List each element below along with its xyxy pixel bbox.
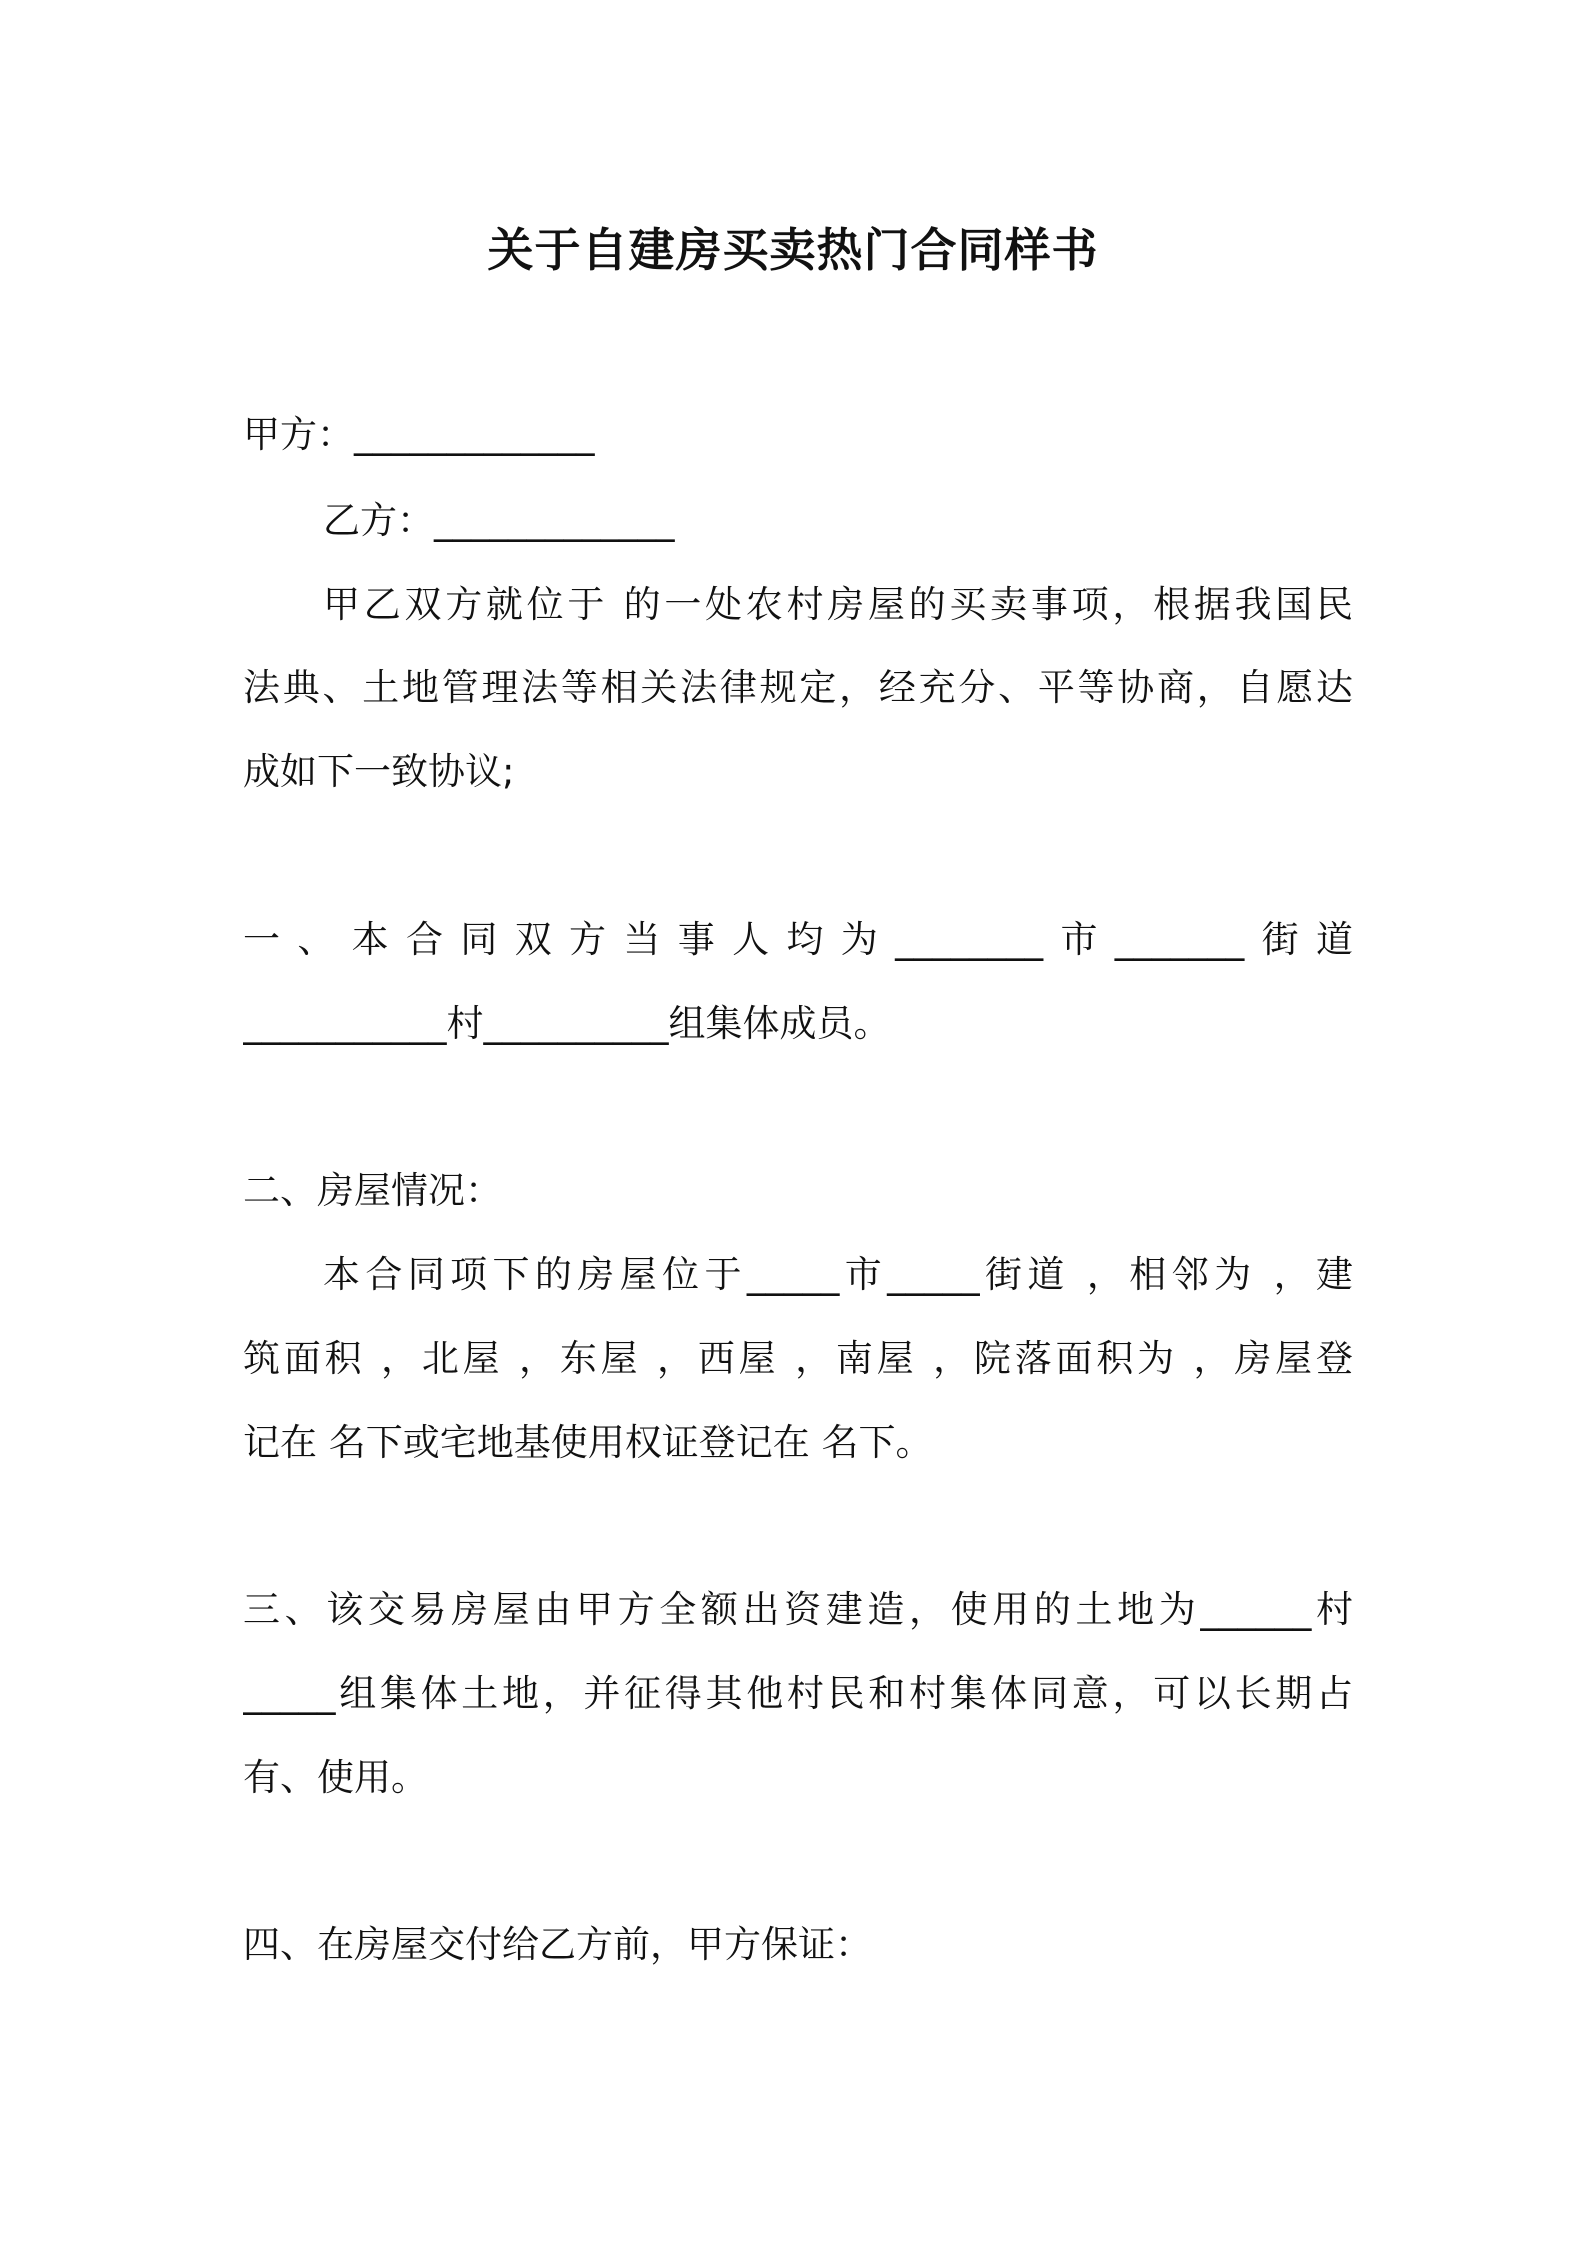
clause2-line-3: 记在 名下或宅地基使用权证登记在 名下。 — [243, 1421, 933, 1464]
intro-line-2: 法典、土地管理法等相关法律规定，经充分、平等协商，自愿达 — [243, 666, 1353, 709]
clause2-line-2: 筑面积 ，北屋 ，东屋 ，西屋 ，南屋 ，院落面积为 ，房屋登 — [243, 1337, 1353, 1380]
clause2-heading: 二、房屋情况： — [243, 1169, 502, 1212]
clause4-heading: 四、在房屋交付给乙方前，甲方保证： — [243, 1923, 872, 1966]
clause3-line-2: _____组集体土地，并征得其他村民和村集体同意，可以长期占 — [243, 1672, 1353, 1715]
clause1-line-2: ___________村__________组集体成员。 — [243, 1002, 891, 1045]
clause2-line-1: 本合同项下的房屋位于_____市_____街道 ，相邻为 ，建 — [323, 1253, 1353, 1296]
clause1-line-1: 一、本合同双方当事人均为________市_______街道 — [243, 918, 1353, 961]
party-b-line: 乙方：_____________ — [323, 499, 675, 542]
party-a-line: 甲方：_____________ — [243, 413, 595, 456]
intro-line-1: 甲乙双方就位于 的一处农村房屋的买卖事项，根据我国民 — [323, 583, 1353, 626]
clause3-line-3: 有、使用。 — [243, 1756, 428, 1799]
document-title: 关于自建房买卖热门合同样书 — [487, 223, 1099, 277]
clause3-line-1: 三、该交易房屋由甲方全额出资建造，使用的土地为______村 — [243, 1588, 1353, 1631]
intro-line-3: 成如下一致协议; — [243, 750, 515, 793]
